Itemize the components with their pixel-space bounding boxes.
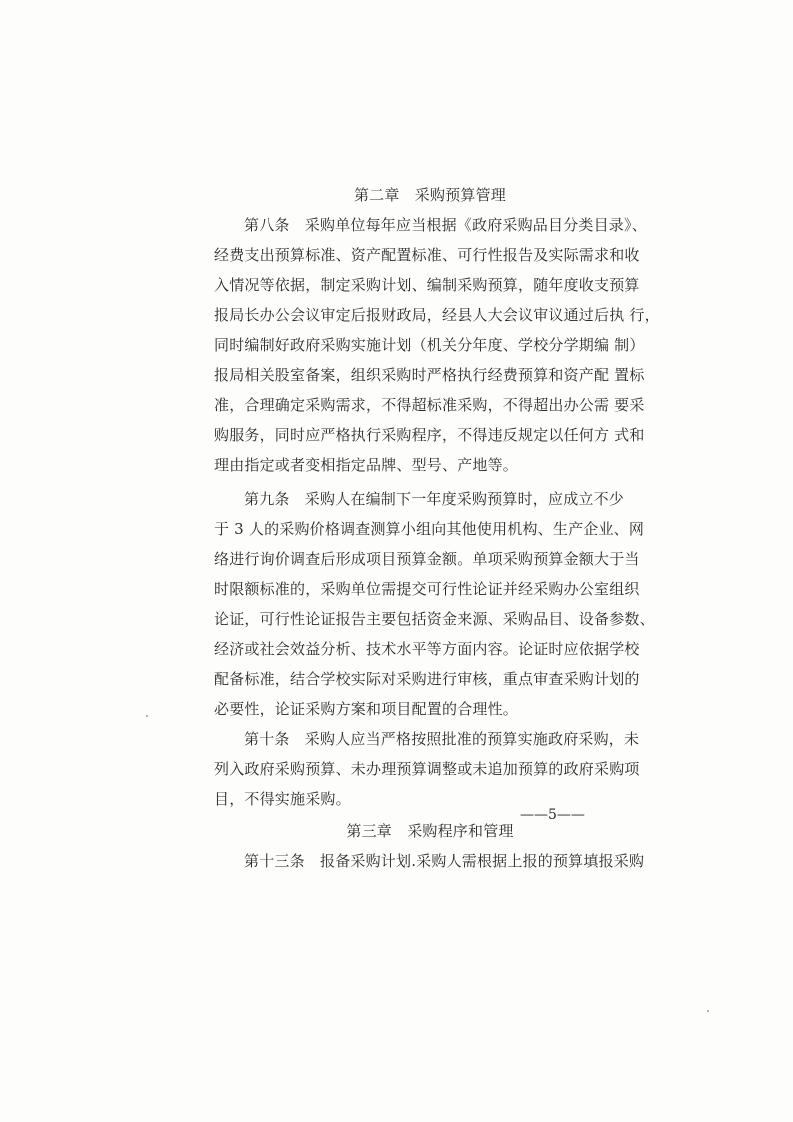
scan-speck (146, 715, 148, 717)
article-8-line-2: 经费支出预算标准、资产配置标准、可行性报告及实际需求和收 (214, 246, 640, 264)
chapter-2-heading: 第二章 采购预算管理 (353, 186, 506, 204)
article-9-line-2: 于 3 人的采购价格调查测算小组向其他使用机构、生产企业、网 (214, 520, 645, 538)
article-10-line-2: 列入政府采购预算、未办理预算调整或未追加预算的政府采购项 (214, 760, 640, 778)
article-9-line-8: 必要性，论证采购方案和项目配置的合理性。 (214, 700, 519, 718)
article-8-line-6: 报局相关股室备案，组织采购时严格执行经费预算和资产配 置标 (214, 366, 645, 384)
article-10-line-1: 第十条 采购人应当严格按照批准的预算实施政府采购，未 (244, 730, 640, 748)
article-13-line-1: 第十三条 报备采购计划.采购人需根据上报的预算填报采购 (244, 852, 645, 870)
article-8-line-3: 入情况等依据，制定采购计划、编制采购预算，随年度收支预算 (214, 276, 640, 294)
article-8-line-8: 购服务，同时应严格执行采购程序，不得违反规定以任何方 式和 (214, 426, 645, 444)
article-8-line-9: 理由指定或者变相指定品牌、型号、产地等。 (214, 456, 519, 474)
article-9-line-1: 第九条 采购人在编制下一年度采购预算时，应成立不少 (244, 490, 625, 508)
article-9-line-4: 时限额标准的，采购单位需提交可行性论证并经采购办公室组织 (214, 580, 640, 598)
chapter-3-heading: 第三章 采购程序和管理 (346, 822, 514, 840)
article-8-line-7: 准，合理确定采购需求，不得超标准采购，不得超出办公需 要采 (214, 396, 645, 414)
article-10-line-3: 目，不得实施采购。 (214, 790, 351, 808)
article-9-line-3: 络进行询价调查后形成项目预算金额。单项采购预算金额大于当 (214, 550, 640, 568)
article-8-line-1: 第八条 采购单位每年应当根据《政府采购品目分类目录》、 (244, 216, 647, 234)
article-8-line-4: 报局长办公会议审定后报财政局，经县人大会议审议通过后执 行， (214, 306, 660, 324)
page-number: ——5—— (520, 807, 585, 823)
article-8-line-5: 同时编制好政府采购实施计划（机关分年度、学校分学期编 制） (214, 336, 645, 354)
article-9-line-6: 经济或社会效益分析、技术水平等方面内容。论证时应依据学校 (214, 640, 640, 658)
scan-speck (707, 1010, 709, 1012)
article-9-line-7: 配备标准，结合学校实际对采购进行审核，重点审查采购计划的 (214, 670, 640, 688)
article-9-line-5: 论证，可行性论证报告主要包括资金来源、采购品目、设备参数、 (214, 610, 655, 628)
